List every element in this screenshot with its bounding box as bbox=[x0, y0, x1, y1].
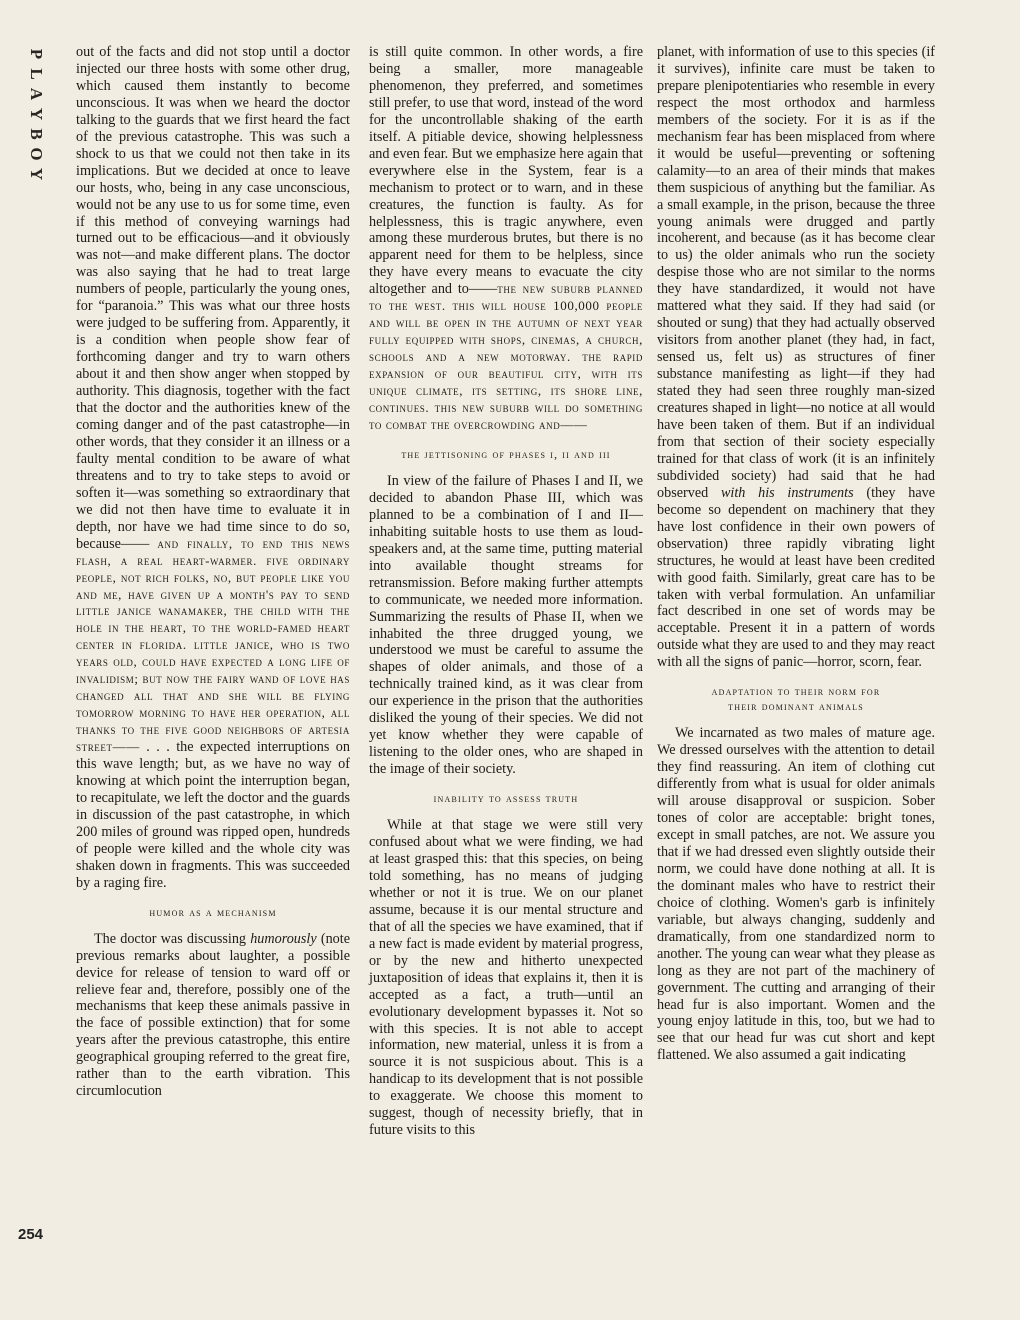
paragraph bbox=[76, 44, 350, 892]
masthead-letter: P bbox=[27, 48, 46, 60]
text-run: out of the facts and did not stop until a doctor injected our three hosts with some other drug, which caused them instantly to become unconscious. It was when we heard the doctor talking to the guards that we first heard the fact of the previous catastrophe. This was such a shock to us that we could not then take in its implications. But we decided at once to leave our hosts, who, being in any case unconscious, would not be any use to us for some time, even if this method of conveying warnings had turned out to be efficacious—and it obviously was not—and make different plans. The doctor was also saying that he had to treat large numbers of people, particularly the young ones, for “paranoia.” This was what our three hosts were judged to be suffering from. Apparently, it is a condition when people show fear of forthcoming danger and try to warn others about it and then show anger when stopped by authority. This diagnosis, together with the fact that the doctor and the authorities knew of the coming danger and of the past catastrophe—in other words, that they consider it an illness or a faulty mental condition to be aware of what threatens and to try to take steps to avoid or soften it—was something so extraordinary that we did not then have time to evaluate it in depth, nor have we had time since to do so, because—— bbox=[76, 44, 350, 552]
italic-text: with his instruments bbox=[720, 484, 854, 501]
section-heading: humor as a mechanism bbox=[149, 906, 277, 919]
paragraph: In view of the failure of Phases I and II, we decided to abandon Phase III, which was planned to be a combination of I and II—inhabiting suitable hosts to use them as loud-speakers and, at the same time, putting material into available thought streams for retransmission. Before making further attempts to communicate, we needed more information. Summarizing the results of Phase II, when we inhabited the three drugged young, we understood we must be careful to assume the shapes of older animals, and those of a technically trained kind, as it was clear from our experience in the prison that the authorities disliked the young of their species. We did not yet know whether they were capable of listening to the older ones, who are shaped in the image of their society. bbox=[369, 472, 643, 778]
paragraph: We incarnated as two males of mature age. We dressed ourselves with the attention to detail they find reassuring. An item of clothing cut differently from what is usual for older animals will arouse disapproval or suspicion. Sober tones of color are acceptable: bright tones, except in small patches, are not. We assure you that if we had dressed even slightly outside their norm, we could have done nothing at all. It is the dominant males who have to restrict their choice of clothing. Women's garb is infinitely variable, but always changing, suddenly and dramatically, from one standardized norm to another. The young can wear what they please as long as they are not part of the machinery of government. The cutting and arranging of their head fur is also important. Women and the young enjoy latitude in this, too, but we had to see that our head fur was cut short and kept flattened. We also assumed a gait indicating bbox=[657, 725, 935, 1064]
section-heading: inability to assess truth bbox=[433, 793, 579, 806]
section-heading bbox=[657, 685, 935, 715]
masthead-letter: B bbox=[27, 128, 46, 140]
page-number: 254 bbox=[18, 1226, 44, 1243]
paragraph bbox=[657, 44, 935, 671]
text-run: (note previous remarks about laughter, a possible device for release of tension to ward off or relieve fear and, therefore, possibly one of the mechanisms that keep these animals passive in the face of possible extinction) that for some years after the previous catastrophe, this entire geographical grouping referred to the great fire, rather than to the earth vibration. This circumlocution bbox=[76, 930, 350, 1100]
column-2 bbox=[369, 44, 643, 1139]
paragraph bbox=[76, 931, 350, 1101]
heading-line: their dominant animals bbox=[728, 701, 864, 714]
column-1 bbox=[76, 44, 350, 1100]
masthead-letter: A bbox=[27, 87, 46, 101]
text-run: . . . the expected interruptions on this wave length; but, as we have no way of knowing at which point the interruption began, to recapitulate, we left the doctor and the guards in discussion of the past catastrophe, in which 200 miles of ground was ripped open, hundreds of people were killed and the whole city was shaken down in fragments. This was succeeded by a raging fire. bbox=[76, 739, 350, 891]
section-heading: the jettisoning of phases i, ii and iii bbox=[401, 448, 611, 461]
news-interruption: the new suburb planned to the west. this will house 100,000 people and will be open in the autumn of next year fully equipped with shops, cinemas, a church, schools and a new motorway. the rapid expansion of our beautiful city, with its unique climate, its setting, its shore line, continues. this new suburb will do something to combat the overcrowding and—— bbox=[369, 281, 643, 432]
text-run: planet, with information of use to this species (if it survives), infinite care must be taken to prepare plenipotentiaries who resemble in every respect the most orthodox and harmless members of the society. For it is as if the mechanism fear has been misplaced from where it would be useful—preventing or softening calamity—to an area of their minds that makes them suspicious of anything but the familiar. As a small example, in the prison, because the three young animals were drugged and partly incoherent, and because (as it has become clear to us) the older animals who run the society despise those who are not similar to the norms they have standardized, it would not have mattered what they said. If they had said (or shouted or sung) that they had actually observed visitors from another planet (they had, in fact, sensed us, felt us) as structures of finer substance manifesting as light—if they had stated they had seen three roughly man-sized creatures shaped in light—no notice at all would have been taken of them. But if an individual from that section of their society especially trained for that class of work (it is an infinitely subdivided society) had said that he had observed bbox=[657, 44, 935, 501]
masthead-letter: O bbox=[27, 147, 46, 161]
masthead-letter: Y bbox=[27, 167, 46, 181]
italic-text: humorously bbox=[250, 930, 317, 947]
masthead bbox=[26, 44, 46, 184]
text-run: is still quite common. In other words, a fire being a smaller, more manageable phenomenon, they preferred, and sometimes still prefer, to use that word, instead of the word for the uncontrollable shaking of the earth itself. A pitiable device, showing helplessness and even fear. But we emphasize here again that everywhere else in the System, fear is a mechanism to protect or to warn, and in these creatures, the function is faulty. As for helplessness, this is tragic anywhere, even among these murderous brutes, but there is no apparent need for them to be helpless, since they have every means to evacuate the city altogether and to—— bbox=[369, 44, 643, 298]
news-interruption: and finally, to end this news flash, a real heart-warmer. five ordinary people, not rich folks, no, but people like you and me, have given up a month's pay to send little janice wanamaker, the child with the hole in the heart, to the world-famed heart center in florida. little janice, who is two years old, could have expected a long life of invalidism; but now the fairy wand of love has changed all that and she will be flying tomorrow morning to have her operation, all thanks to the five good neighbors of artesia street—— bbox=[76, 535, 350, 755]
masthead-letter: Y bbox=[27, 107, 46, 121]
text-run: (they have become so dependent on machinery that they have lost confidence in their own powers of observation) three rapidly vibrating light structures, he would at least have been credited with good faith. Similarly, great care has to be taken with verbal formulation. An unfamiliar fact described in one set of words may be acceptable. Present it in a pattern of words outside what they are used to and they may react with all the signs of panic—horror, scorn, fear. bbox=[657, 484, 936, 671]
heading-line: adaptation to their norm for bbox=[711, 686, 881, 699]
text-run: The doctor was discussing bbox=[94, 930, 251, 947]
masthead-letter: L bbox=[27, 68, 46, 80]
paragraph bbox=[369, 44, 643, 434]
paragraph: While at that stage we were still very confused about what we were finding, we had at least grasped this: that this species, on being told something, has no means of judging whether or not it is true. We on our planet assume, because it is our mental structure and that of all the species we have examined, that if a new fact is made evident by material progress, or by the new and hitherto unexpected juxtaposition of ideas that explains it, then it is accepted as a fact, a truth—until an evolutionary development bypasses it. Not so with this species. It is not able to accept information, new material, unless it is from a source it is not suspicious about. This is a handicap to its development that is not possible to exaggerate. We choose this moment to suggest, though of necessity briefly, that in future visits to this bbox=[369, 817, 643, 1139]
column-3 bbox=[657, 44, 935, 1064]
